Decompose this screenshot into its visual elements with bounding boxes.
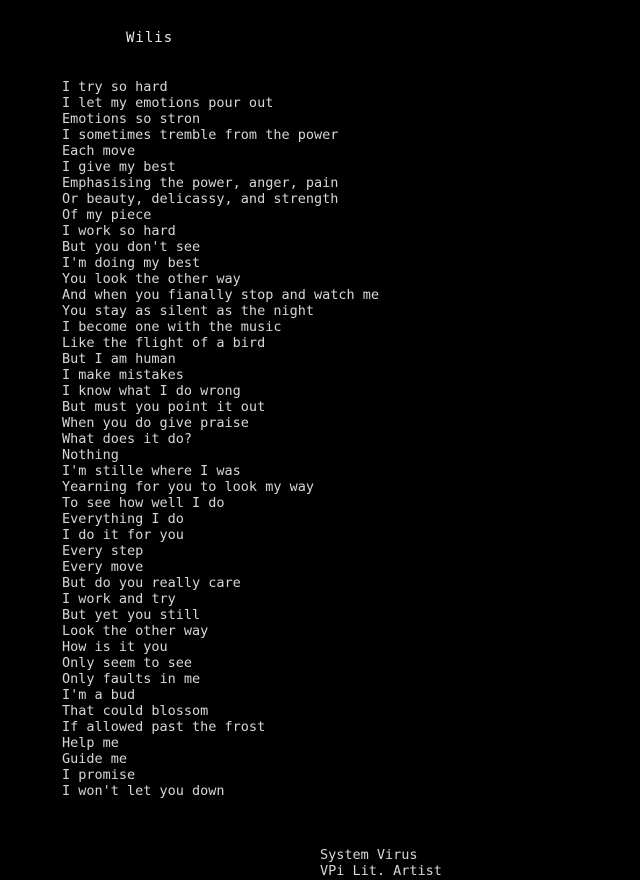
- poem-line: Everything I do: [62, 511, 184, 527]
- poem-line: And when you fianally stop and watch me: [62, 287, 379, 303]
- poem-line: Emotions so stron: [62, 111, 201, 127]
- footer-credits: [320, 847, 620, 879]
- poem-line: I let my emotions pour out: [62, 95, 274, 111]
- poem-line: Yearning for you to look my way: [62, 479, 314, 495]
- poem-line: Emphasising the power, anger, pain: [62, 175, 339, 191]
- poem-line: I do it for you: [62, 527, 184, 543]
- poem-line: I work and try: [62, 591, 176, 607]
- poem-line: I'm stille where I was: [62, 463, 241, 479]
- poem-line: I make mistakes: [62, 367, 184, 383]
- poem-body: [62, 79, 582, 799]
- poem-line: But you don't see: [62, 239, 201, 255]
- poem-line: I won't let you down: [62, 783, 225, 799]
- poem-line: But must you point it out: [62, 399, 266, 415]
- poem-line: But yet you still: [62, 607, 201, 623]
- footer-attribution: VPi Lit. Artist: [320, 863, 442, 879]
- page-title: Wilis: [126, 30, 174, 46]
- poem-line: I'm a bud: [62, 687, 136, 703]
- poem-line: You stay as silent as the night: [62, 303, 314, 319]
- poem-line: I try so hard: [62, 79, 168, 95]
- poem-line: That could blossom: [62, 703, 209, 719]
- poem-line: I work so hard: [62, 223, 176, 239]
- poem-line: Like the flight of a bird: [62, 335, 266, 351]
- poem-line: Every step: [62, 543, 144, 559]
- poem-line: Of my piece: [62, 207, 152, 223]
- footer-source: System Virus: [320, 847, 418, 863]
- poem-line: I promise: [62, 767, 136, 783]
- poem-line: Nothing: [62, 447, 119, 463]
- poem-line: I know what I do wrong: [62, 383, 241, 399]
- poem-line: I'm doing my best: [62, 255, 201, 271]
- poem-line: When you do give praise: [62, 415, 249, 431]
- poem-line: How is it you: [62, 639, 168, 655]
- poem-line: You look the other way: [62, 271, 241, 287]
- poem-line: Help me: [62, 735, 119, 751]
- poem-line: Only seem to see: [62, 655, 193, 671]
- poem-line: Only faults in me: [62, 671, 201, 687]
- poem-line: Guide me: [62, 751, 128, 767]
- poem-line: Every move: [62, 559, 144, 575]
- poem-line: But do you really care: [62, 575, 241, 591]
- poem-line: What does it do?: [62, 431, 193, 447]
- poem-line: I become one with the music: [62, 319, 282, 335]
- poem-line: Or beauty, delicassy, and strength: [62, 191, 339, 207]
- poem-line: If allowed past the frost: [62, 719, 266, 735]
- poem-line: I sometimes tremble from the power: [62, 127, 339, 143]
- poem-line: Each move: [62, 143, 136, 159]
- poem-line: But I am human: [62, 351, 176, 367]
- poem-line: Look the other way: [62, 623, 209, 639]
- poem-line: To see how well I do: [62, 495, 225, 511]
- poem-line: I give my best: [62, 159, 176, 175]
